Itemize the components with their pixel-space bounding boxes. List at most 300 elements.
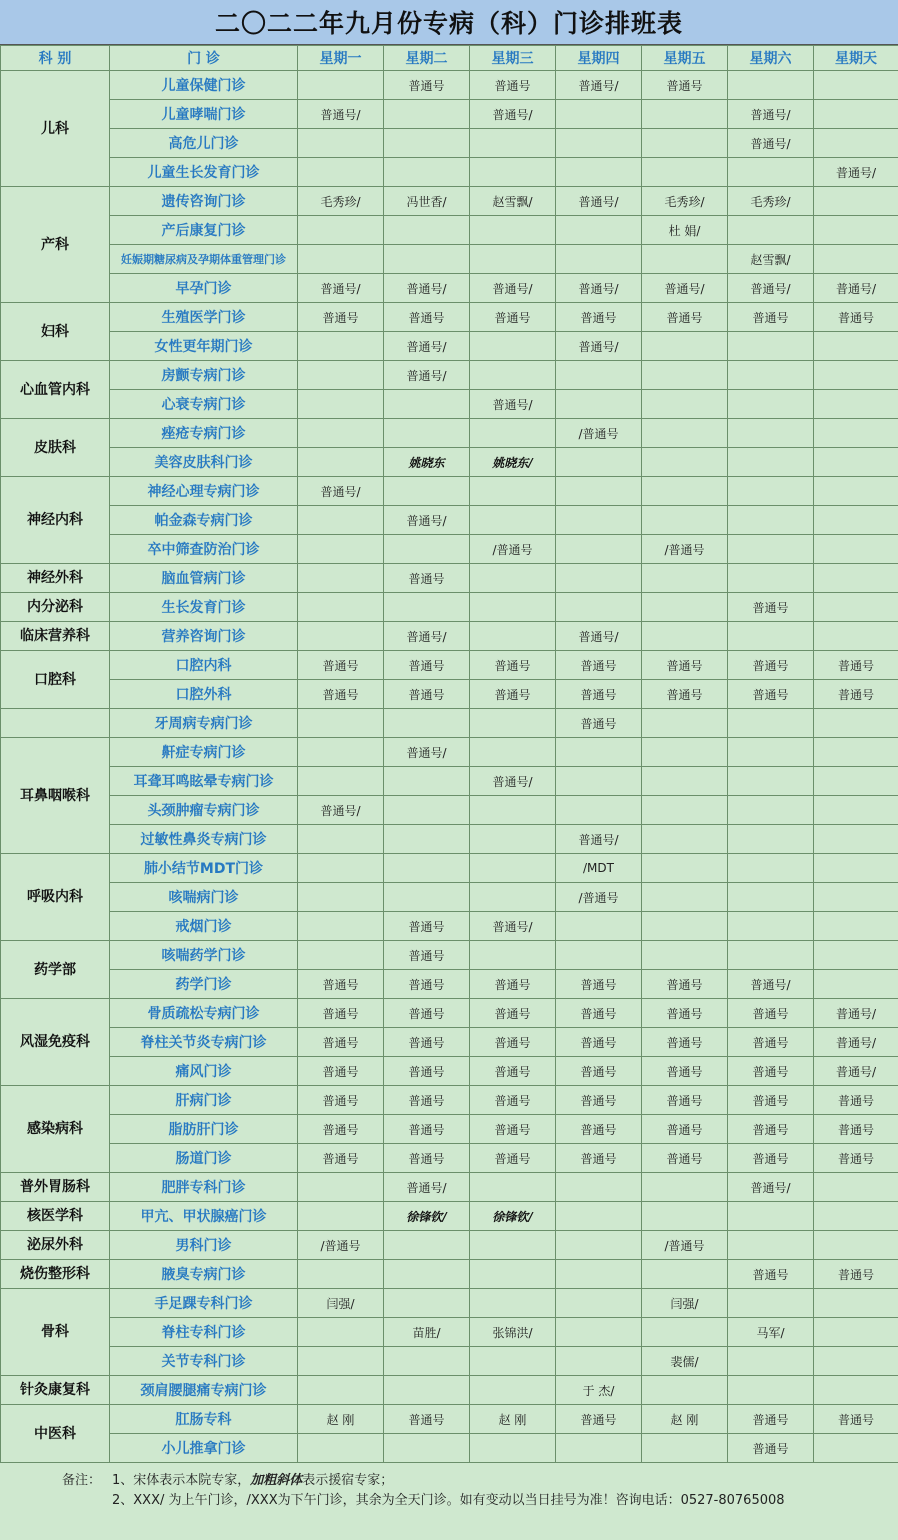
schedule-cell: 普通号 <box>556 1028 642 1057</box>
schedule-cell <box>814 883 898 912</box>
schedule-cell: 普通号 <box>384 1028 470 1057</box>
schedule-cell <box>298 1318 384 1347</box>
schedule-cell <box>728 419 814 448</box>
schedule-cell: 普通号 <box>470 651 556 680</box>
schedule-cell <box>814 564 898 593</box>
schedule-cell <box>470 564 556 593</box>
schedule-cell: 普通号 <box>384 1086 470 1115</box>
schedule-cell <box>298 825 384 854</box>
schedule-cell: 普通号 <box>384 1057 470 1086</box>
schedule-cell <box>642 854 728 883</box>
schedule-cell: 普通号 <box>814 651 898 680</box>
schedule-cell <box>384 1231 470 1260</box>
schedule-cell <box>556 216 642 245</box>
schedule-cell: 杜 娟/ <box>642 216 728 245</box>
table-row <box>1 419 898 448</box>
schedule-cell: 冯世香/ <box>384 187 470 216</box>
schedule-cell <box>384 1260 470 1289</box>
schedule-cell: 毛秀珍/ <box>728 187 814 216</box>
clinic-cell: 口腔外科 <box>110 680 298 709</box>
schedule-cell: 姚晓东/ <box>470 448 556 477</box>
schedule-cell: 裴儒/ <box>642 1347 728 1376</box>
schedule-cell <box>470 1260 556 1289</box>
schedule-cell: 普通号 <box>470 1115 556 1144</box>
department-cell: 临床营养科 <box>1 622 110 651</box>
table-row <box>1 390 898 419</box>
schedule-cell <box>470 245 556 274</box>
schedule-cell <box>728 477 814 506</box>
schedule-cell: 普通号/ <box>470 390 556 419</box>
department-cell: 药学部 <box>1 941 110 999</box>
schedule-cell: 普通号 <box>642 970 728 999</box>
table-row <box>1 1086 898 1115</box>
schedule-cell <box>556 1318 642 1347</box>
schedule-cell: 普通号 <box>728 1405 814 1434</box>
table-row <box>1 564 898 593</box>
schedule-cell: 普通号 <box>556 1144 642 1173</box>
schedule-cell <box>298 158 384 187</box>
schedule-cell: 普通号/ <box>384 332 470 361</box>
schedule-cell <box>642 506 728 535</box>
schedule-cell <box>642 941 728 970</box>
schedule-cell: 普通号/ <box>814 999 898 1028</box>
schedule-cell: 赵雪飘/ <box>728 245 814 274</box>
schedule-cell <box>384 535 470 564</box>
schedule-cell <box>298 709 384 738</box>
clinic-cell: 关节专科门诊 <box>110 1347 298 1376</box>
schedule-cell <box>470 854 556 883</box>
schedule-cell <box>728 796 814 825</box>
schedule-cell <box>470 883 556 912</box>
schedule-cell <box>298 1347 384 1376</box>
schedule-cell: 普通号 <box>384 71 470 100</box>
schedule-cell: 普通号/ <box>384 506 470 535</box>
schedule-cell: 普通号 <box>470 999 556 1028</box>
schedule-cell: 普通号 <box>728 1434 814 1463</box>
clinic-cell: 头颈肿瘤专病门诊 <box>110 796 298 825</box>
schedule-cell: 普通号/ <box>814 1057 898 1086</box>
schedule-cell <box>642 709 728 738</box>
schedule-cell <box>384 129 470 158</box>
table-row <box>1 999 898 1028</box>
schedule-cell <box>384 796 470 825</box>
schedule-cell: /普通号 <box>470 535 556 564</box>
schedule-cell: 马军/ <box>728 1318 814 1347</box>
schedule-cell: 普通号 <box>728 651 814 680</box>
schedule-cell <box>814 1202 898 1231</box>
schedule-cell <box>298 1434 384 1463</box>
schedule-cell: 普通号/ <box>384 622 470 651</box>
schedule-cell <box>470 361 556 390</box>
schedule-cell: 普通号 <box>384 651 470 680</box>
clinic-cell: 肛肠专科 <box>110 1405 298 1434</box>
schedule-cell <box>728 622 814 651</box>
clinic-cell: 遗传咨询门诊 <box>110 187 298 216</box>
schedule-cell: 普通号 <box>814 1144 898 1173</box>
schedule-cell: 普通号/ <box>728 129 814 158</box>
schedule-cell: 闫强/ <box>642 1289 728 1318</box>
schedule-cell <box>470 738 556 767</box>
schedule-cell <box>384 883 470 912</box>
schedule-cell: 于 杰/ <box>556 1376 642 1405</box>
schedule-cell: 普通号 <box>728 1086 814 1115</box>
schedule-cell <box>298 941 384 970</box>
schedule-cell: 普通号 <box>642 999 728 1028</box>
schedule-cell <box>556 767 642 796</box>
table-row <box>1 1173 898 1202</box>
schedule-cell: 普通号/ <box>298 796 384 825</box>
schedule-cell <box>298 129 384 158</box>
clinic-cell: 脊柱专科门诊 <box>110 1318 298 1347</box>
table-row <box>1 71 898 100</box>
schedule-cell: 普通号 <box>814 1260 898 1289</box>
table-row <box>1 1115 898 1144</box>
department-cell: 骨科 <box>1 1289 110 1376</box>
schedule-cell: 普通号 <box>384 303 470 332</box>
schedule-cell: 普通号 <box>642 651 728 680</box>
schedule-cell <box>814 622 898 651</box>
page-title: 二〇二二年九月份专病（科）门诊排班表 <box>214 9 683 38</box>
schedule-cell <box>814 506 898 535</box>
table-row <box>1 622 898 651</box>
schedule-cell <box>642 477 728 506</box>
schedule-cell: 普通号 <box>470 303 556 332</box>
schedule-cell <box>556 535 642 564</box>
schedule-cell <box>298 738 384 767</box>
schedule-cell <box>814 1289 898 1318</box>
schedule-cell <box>556 1289 642 1318</box>
schedule-cell <box>642 825 728 854</box>
schedule-cell <box>384 1347 470 1376</box>
schedule-cell <box>728 825 814 854</box>
schedule-cell <box>470 129 556 158</box>
schedule-cell <box>556 158 642 187</box>
schedule-cell: 普通号 <box>298 303 384 332</box>
schedule-cell: 普通号 <box>728 1057 814 1086</box>
clinic-cell: 脂肪肝门诊 <box>110 1115 298 1144</box>
schedule-cell: 普通号 <box>642 303 728 332</box>
notes-line-1: 1、宋体表示本院专家，加粗斜体表示援宿专家； <box>112 1473 394 1488</box>
schedule-cell: 普通号 <box>642 680 728 709</box>
schedule-cell <box>728 883 814 912</box>
schedule-cell <box>384 1434 470 1463</box>
schedule-cell: /普通号 <box>642 1231 728 1260</box>
schedule-cell: 普通号 <box>470 1057 556 1086</box>
schedule-cell <box>556 738 642 767</box>
clinic-cell: 生殖医学门诊 <box>110 303 298 332</box>
schedule-cell <box>642 1376 728 1405</box>
schedule-cell: 普通号 <box>814 303 898 332</box>
table-row <box>1 477 898 506</box>
table-row <box>1 1057 898 1086</box>
clinic-cell: 颈肩腰腿痛专病门诊 <box>110 1376 298 1405</box>
clinic-cell: 过敏性鼻炎专病门诊 <box>110 825 298 854</box>
clinic-cell: 鼾症专病门诊 <box>110 738 298 767</box>
schedule-cell <box>298 361 384 390</box>
schedule-cell: 苗胜/ <box>384 1318 470 1347</box>
schedule-cell: 普通号 <box>384 1144 470 1173</box>
schedule-cell <box>642 796 728 825</box>
schedule-cell <box>384 1289 470 1318</box>
schedule-table <box>0 45 898 1463</box>
schedule-cell <box>384 158 470 187</box>
schedule-cell <box>642 1318 728 1347</box>
schedule-cell <box>384 593 470 622</box>
schedule-cell: 普通号 <box>298 970 384 999</box>
schedule-cell: 姚晓东 <box>384 448 470 477</box>
header-cell: 星期三 <box>470 46 556 71</box>
clinic-cell: 咳喘药学门诊 <box>110 941 298 970</box>
schedule-cell <box>642 129 728 158</box>
schedule-cell <box>298 854 384 883</box>
schedule-cell <box>298 1260 384 1289</box>
schedule-cell: 普通号 <box>298 1144 384 1173</box>
schedule-cell: 普通号 <box>384 1115 470 1144</box>
clinic-cell: 儿童保健门诊 <box>110 71 298 100</box>
schedule-cell <box>556 1202 642 1231</box>
schedule-cell <box>728 71 814 100</box>
notes <box>0 1463 898 1539</box>
table-row <box>1 245 898 274</box>
schedule-cell <box>728 535 814 564</box>
schedule-cell <box>814 941 898 970</box>
schedule-cell <box>814 448 898 477</box>
schedule-cell <box>470 158 556 187</box>
schedule-cell: 普通号/ <box>556 187 642 216</box>
schedule-cell <box>470 506 556 535</box>
table-row <box>1 506 898 535</box>
schedule-cell <box>384 245 470 274</box>
schedule-cell <box>556 1260 642 1289</box>
header-cell: 星期二 <box>384 46 470 71</box>
schedule-cell <box>384 100 470 129</box>
schedule-cell <box>470 1434 556 1463</box>
schedule-cell <box>728 448 814 477</box>
table-row <box>1 274 898 303</box>
schedule-cell: 普通号/ <box>298 477 384 506</box>
schedule-cell <box>642 1173 728 1202</box>
schedule-cell: 普通号/ <box>384 738 470 767</box>
schedule-cell <box>298 912 384 941</box>
clinic-cell: 儿童哮喘门诊 <box>110 100 298 129</box>
schedule-cell <box>298 1376 384 1405</box>
schedule-cell <box>814 187 898 216</box>
department-cell: 内分泌科 <box>1 593 110 622</box>
header-cell: 星期天 <box>814 46 898 71</box>
schedule-cell: 普通号/ <box>556 274 642 303</box>
schedule-cell: 普通号 <box>728 593 814 622</box>
department-cell: 感染病科 <box>1 1086 110 1173</box>
schedule-cell: 徐锋钦/ <box>470 1202 556 1231</box>
schedule-cell <box>728 941 814 970</box>
schedule-cell <box>814 854 898 883</box>
schedule-cell <box>298 593 384 622</box>
schedule-cell: 普通号/ <box>298 100 384 129</box>
clinic-cell: 咳喘病门诊 <box>110 883 298 912</box>
table-row <box>1 332 898 361</box>
schedule-cell <box>814 1318 898 1347</box>
schedule-cell <box>556 477 642 506</box>
schedule-cell <box>384 1376 470 1405</box>
schedule-cell <box>470 709 556 738</box>
schedule-cell <box>556 1173 642 1202</box>
schedule-cell: 普通号/ <box>556 71 642 100</box>
schedule-cell <box>556 1347 642 1376</box>
schedule-cell: 赵 刚 <box>470 1405 556 1434</box>
schedule-cell <box>556 593 642 622</box>
schedule-cell <box>470 796 556 825</box>
schedule-cell <box>470 332 556 361</box>
schedule-cell: 徐锋钦/ <box>384 1202 470 1231</box>
schedule-cell <box>470 477 556 506</box>
schedule-cell: 普通号 <box>470 970 556 999</box>
schedule-cell: 普通号 <box>384 680 470 709</box>
schedule-cell <box>814 100 898 129</box>
schedule-cell: 普通号 <box>556 651 642 680</box>
table-row <box>1 158 898 187</box>
schedule-cell <box>814 1434 898 1463</box>
department-cell: 口腔科 <box>1 651 110 709</box>
table-row <box>1 100 898 129</box>
table-row <box>1 680 898 709</box>
schedule-cell: 普通号 <box>814 1405 898 1434</box>
schedule-cell <box>814 1347 898 1376</box>
table-row <box>1 651 898 680</box>
schedule-cell <box>642 622 728 651</box>
schedule-cell: 普通号 <box>642 1057 728 1086</box>
table-row <box>1 912 898 941</box>
schedule-cell <box>814 1173 898 1202</box>
schedule-cell <box>470 622 556 651</box>
schedule-cell: 普通号 <box>298 1086 384 1115</box>
schedule-cell: 普通号 <box>556 709 642 738</box>
clinic-cell: 耳聋耳鸣眩晕专病门诊 <box>110 767 298 796</box>
schedule-cell <box>470 1376 556 1405</box>
schedule-cell: 普通号 <box>556 970 642 999</box>
clinic-cell: 营养咨询门诊 <box>110 622 298 651</box>
schedule-cell <box>814 1231 898 1260</box>
schedule-cell: 普通号 <box>470 1086 556 1115</box>
schedule-cell: 张锦洪/ <box>470 1318 556 1347</box>
schedule-cell <box>814 825 898 854</box>
schedule-cell: 普通号/ <box>728 1173 814 1202</box>
schedule-cell: 普通号 <box>814 680 898 709</box>
department-cell: 神经外科 <box>1 564 110 593</box>
schedule-cell <box>814 332 898 361</box>
schedule-cell <box>298 390 384 419</box>
schedule-cell: 普通号 <box>728 1260 814 1289</box>
schedule-cell <box>642 448 728 477</box>
schedule-cell <box>556 941 642 970</box>
table-row <box>1 1289 898 1318</box>
schedule-cell: 普通号 <box>384 1405 470 1434</box>
header-cell: 科 别 <box>1 46 110 71</box>
schedule-cell: 普通号 <box>298 680 384 709</box>
schedule-cell: 普通号 <box>728 680 814 709</box>
schedule-cell <box>298 419 384 448</box>
header-cell: 星期六 <box>728 46 814 71</box>
schedule-cell <box>642 1260 728 1289</box>
schedule-cell <box>814 1376 898 1405</box>
schedule-cell <box>384 477 470 506</box>
department-cell: 核医学科 <box>1 1202 110 1231</box>
clinic-cell: 小儿推拿门诊 <box>110 1434 298 1463</box>
notes-label: 备注： <box>62 1473 102 1488</box>
schedule-cell <box>728 506 814 535</box>
schedule-cell <box>814 709 898 738</box>
schedule-cell <box>298 245 384 274</box>
department-cell: 心血管内科 <box>1 361 110 419</box>
department-cell: 针灸康复科 <box>1 1376 110 1405</box>
clinic-cell: 肥胖专科门诊 <box>110 1173 298 1202</box>
table-row <box>1 1405 898 1434</box>
table-row <box>1 941 898 970</box>
schedule-cell: 普通号 <box>470 1028 556 1057</box>
clinic-cell: 美容皮肤科门诊 <box>110 448 298 477</box>
table-row <box>1 883 898 912</box>
schedule-cell: 普通号 <box>384 941 470 970</box>
schedule-cell: 普通号 <box>556 680 642 709</box>
clinic-cell: 戒烟门诊 <box>110 912 298 941</box>
schedule-cell: 普通号/ <box>470 767 556 796</box>
clinic-cell: 手足踝专科门诊 <box>110 1289 298 1318</box>
schedule-cell: /普通号 <box>642 535 728 564</box>
table-row <box>1 1347 898 1376</box>
schedule-cell <box>556 245 642 274</box>
schedule-cell <box>556 796 642 825</box>
clinic-cell: 神经心理专病门诊 <box>110 477 298 506</box>
schedule-cell <box>814 738 898 767</box>
table-row <box>1 1376 898 1405</box>
schedule-cell <box>642 738 728 767</box>
schedule-cell <box>642 245 728 274</box>
table-body <box>1 71 898 1463</box>
schedule-cell <box>814 419 898 448</box>
clinic-cell: 心衰专病门诊 <box>110 390 298 419</box>
schedule-cell <box>298 535 384 564</box>
table-row <box>1 738 898 767</box>
schedule-cell <box>728 767 814 796</box>
clinic-cell: 妊娠期糖尿病及孕期体重管理门诊 <box>110 245 298 274</box>
clinic-cell: 骨质疏松专病门诊 <box>110 999 298 1028</box>
schedule-cell: 普通号 <box>556 1086 642 1115</box>
header-cell: 星期四 <box>556 46 642 71</box>
schedule-cell <box>556 1434 642 1463</box>
schedule-cell <box>556 390 642 419</box>
schedule-cell: /普通号 <box>556 419 642 448</box>
header-cell: 星期五 <box>642 46 728 71</box>
schedule-cell: 普通号/ <box>642 274 728 303</box>
table-row <box>1 1434 898 1463</box>
schedule-cell: 普通号 <box>728 1028 814 1057</box>
schedule-cell <box>556 506 642 535</box>
schedule-cell <box>470 825 556 854</box>
schedule-cell: 毛秀珍/ <box>298 187 384 216</box>
schedule-cell: 普通号 <box>470 1144 556 1173</box>
schedule-cell <box>728 1376 814 1405</box>
clinic-cell: 卒中筛查防治门诊 <box>110 535 298 564</box>
schedule-cell: 普通号 <box>642 1086 728 1115</box>
schedule-cell <box>728 1231 814 1260</box>
schedule-cell <box>384 767 470 796</box>
clinic-cell: 口腔内科 <box>110 651 298 680</box>
schedule-cell: /普通号 <box>556 883 642 912</box>
clinic-cell: 腋臭专病门诊 <box>110 1260 298 1289</box>
schedule-cell <box>642 419 728 448</box>
clinic-cell: 生长发育门诊 <box>110 593 298 622</box>
clinic-cell: 儿童生长发育门诊 <box>110 158 298 187</box>
schedule-cell: 普通号 <box>298 1057 384 1086</box>
